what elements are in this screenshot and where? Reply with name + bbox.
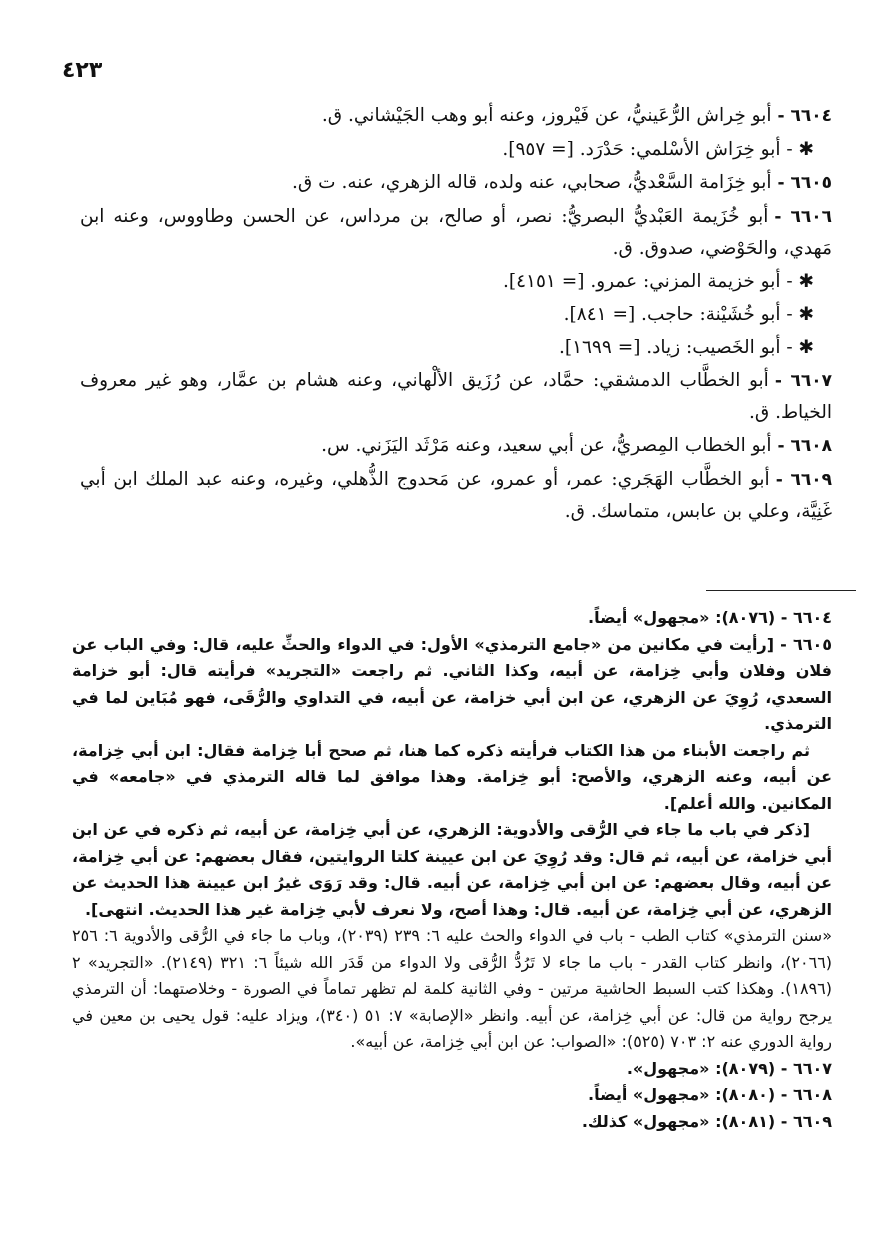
entry-text: أبو خِزَامة السَّعْديُّ، صحابي، عنه ولده، قاله الزهري، عنه. ت ق. — [292, 172, 772, 193]
footnotes — [72, 605, 832, 1135]
footnote-separator — [706, 590, 856, 591]
reference-text: ✱ - أبو خزيمة المزني: عمرو. [= ٤١٥١]. — [503, 271, 814, 292]
entry-6605 — [80, 167, 832, 199]
footnote-6609: ٦٦٠٩ - (٨٠٨١): «مجهول» كذلك. — [581, 1111, 832, 1131]
reference-text: ✱ - أبو الخَصيب: زياد. [= ١٦٩٩]. — [558, 337, 814, 358]
entry-6606 — [80, 201, 832, 264]
entry-text: أبو الخطَّاب الدمشقي: حمَّاد، عن رُزَيق الألْهاني، وعنه هشام بن عمَّار، وهو غير معروف الخياط. ق. — [80, 370, 832, 423]
entry-6604 — [80, 100, 832, 132]
entry-number: ٦٦٠٥ - — [777, 173, 832, 193]
footnote-6604: ٦٦٠٤ - (٨٠٧٦): «مجهول» أيضاً. — [588, 608, 832, 627]
footnote-6607: ٦٦٠٧ - (٨٠٧٩): «مجهول». — [626, 1058, 832, 1078]
cross-reference — [80, 332, 814, 363]
entry-6609 — [80, 464, 832, 527]
footnote-6608: ٦٦٠٨ - (٨٠٨٠): «مجهول» أيضاً. — [588, 1085, 832, 1104]
entry-text: أبو الخطَّاب الهَجَري: عمر، أو عمرو، عن مَحدوج الذُّهلي، وغيره، وعنه عبد الملك ابن أبي غَنِيَّة، وعلي بن عابس، متماسك. ق. — [80, 469, 832, 522]
cross-reference — [80, 266, 814, 297]
reference-text: ✱ - أبو خِرَاش الأسْلمي: حَدْرَد. [= ٩٥٧]. — [502, 139, 814, 160]
cross-reference — [80, 299, 814, 330]
cross-reference — [80, 134, 814, 165]
entry-text: أبو خُزَيمة العَبْديُّ البصريُّ: نصر، أو صالح، بن مرداس، عن الحسن وطاووس، وعنه ابن مَهدي، والحَوْضي، صدوق. ق. — [80, 206, 832, 259]
footnote-6605: ٦٦٠٥ - [رأيت في مكانين من «جامع الترمذي» الأول: في الدواء والحثِّ عليه، قال: وفي الباب عن فلان وفلان وأبي خِزامة، عن أبيه، وكذا الثاني. ثم راجعت «التجريد» فرأيته قال: أبو خزامة السعدي، رُوِيَ عن الزهري، عن ابن أبي خزامة، عن أبيه، في التداوي والرُّقَى، فهو مُبَاين لما في الترمذي. — [72, 634, 832, 733]
entry-text: أبو خِراش الرُّعَينيُّ، عن فَيْروز، وعنه أبو وهب الجَيْشاني. ق. — [321, 105, 772, 126]
entry-number: ٦٦٠٩ - — [775, 470, 832, 490]
entry-6607 — [80, 365, 832, 428]
main-text — [80, 100, 832, 529]
entry-number: ٦٦٠٤ - — [777, 106, 832, 126]
page-number: ٤٢٣ — [62, 58, 103, 83]
entry-6608 — [80, 430, 832, 462]
entry-number: ٦٦٠٧ - — [774, 371, 832, 391]
entry-number: ٦٦٠٨ - — [777, 436, 832, 456]
footnote-6605-continued: ثم راجعت الأبناء من هذا الكتاب فرأيته ذكره كما هنا، ثم صحح أبا خِزامة فقال: ابن أبي خِزامة، عن أبيه، وعنه الزهري، والأصح: أبو خِزامة. وهذا موافق لما قاله الترمذي في «جامعه» في المكانين. والله أعلم]. — [72, 740, 832, 813]
entry-text: أبو الخطاب المِصريُّ، عن أبي سعيد، وعنه مَرْثَد اليَزَني. س. — [321, 435, 772, 456]
footnote-6605-bracket: [ذكر في باب ما جاء في الرُّقى والأدوية: الزهري، عن أبي خِزامة، عن أبيه، ثم ذكره في عن ابن أبي خزامة، عن أبيه، ثم قال: وقد رُوِيَ عن ابن عيينة كلتا الروايتين، فقال بعضهم: عن أبي خِزامة، عن أبيه، وقال بعضهم: عن ابن أبي خِزامة، عن أبيه. قال: وقد رَوَى غيرُ ابن عيينة هذا الحديث عن الزهري، عن أبي خِزامة، عن أبيه. قال: وهذا أصح، ولا نعرف لأبي خِزامة غير هذا الحديث. انتهى]. — [72, 820, 832, 919]
footnote-6605-sources: «سنن الترمذي» كتاب الطب - باب في الدواء والحث عليه ٦: ٢٣٩ (٢٠٣٩)، وباب ما جاء في الرُّقى والأدوية ٦: ٢٥٦ (٢٠٦٦)، وانظر كتاب القدر - باب ما جاء لا تَرُدُّ الرُّقى ولا الدواء من قَدَر الله شيئاً ٦: ٣٢١ (٢١٤٩). «التجريد» ٢ (١٨٩٦). وهكذا كتب السبط الحاشية مرتين - وفي الثانية كلمة لم تظهر تماماً في الصورة - وخلاصتهما: أن الترمذي يرجح رواية من قال: عن أبي خِزامة، عن أبيه. وانظر «الإصابة» ٧: ٥١ (٣٤٠)، ويزاد عليه: قول يحيى بن معين في رواية الدوري عنه ٢: ٧٠٣ (٥٢٥): «الصواب: عن ابن أبي خِزامة، عن أبيه». — [72, 926, 833, 1051]
entry-number: ٦٦٠٦ - — [774, 207, 832, 227]
reference-text: ✱ - أبو خُشَيْنة: حاجب. [= ٨٤١]. — [563, 304, 814, 325]
